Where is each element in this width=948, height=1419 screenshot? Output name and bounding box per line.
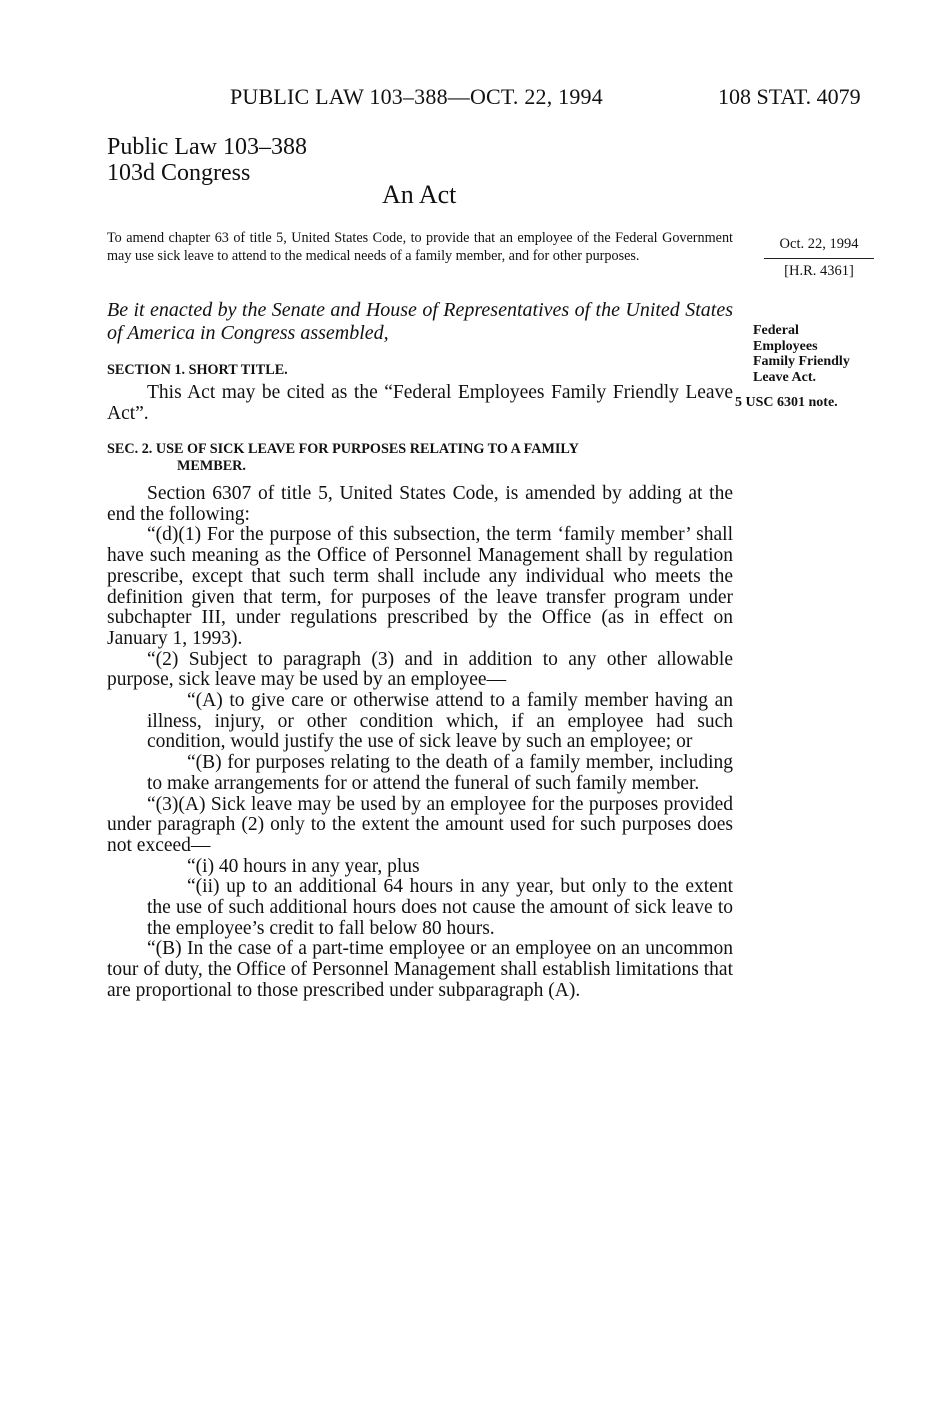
subparagraph: “(B) for purposes relating to the death of a family member, including to make arrangements for or attend the funeral of such family member. (147, 752, 733, 794)
margin-note-line: Federal (753, 323, 799, 338)
section-1-text: This Act may be cited as the “Federal Employees Family Friendly Leave Act”. (107, 382, 733, 424)
paragraph: Section 6307 of title 5, United States Code, is amended by adding at the end the following: (107, 483, 733, 525)
running-head: PUBLIC LAW 103–388—OCT. 22, 1994 (230, 84, 603, 109)
paragraph: “(d)(1) For the purpose of this subsection, the term ‘family member’ shall have such meaning as the Office of Personnel Management shall by regulation prescribe, except that such term shall include any individual who meets the definition given that term, for purposes of the leave transfer program under subchapter III, under regulations prescribed by the Office (as in effect on January 1, 1993). (107, 524, 733, 649)
purpose-clause: To amend chapter 63 of title 5, United States Code, to provide that an employee of the Federal Government may use sick leave to attend to the medical needs of a family member, and for other purposes. (107, 230, 733, 264)
margin-date-block (764, 236, 874, 280)
public-law-heading (107, 134, 307, 186)
section-1-heading: SECTION 1. SHORT TITLE. (107, 362, 288, 378)
paragraph: “(2) Subject to paragraph (3) and in addition to any other allowable purpose, sick leave may be used by an employee— (107, 648, 733, 691)
public-law-number: Public Law 103–388 (107, 134, 307, 160)
enactment-date: Oct. 22, 1994 (764, 236, 874, 259)
section-2-heading-line: MEMBER. (177, 458, 246, 474)
margin-short-title-note (753, 323, 923, 385)
paragraph: “(3)(A) Sick leave may be used by an employee for the purposes provided under paragraph (2) only to the extent the amount used for such purposes does not exceed— (107, 793, 733, 856)
section-2-heading (107, 441, 737, 475)
margin-note-line: Family Friendly (753, 354, 850, 369)
paragraph: “(B) In the case of a part-time employee or an employee on an uncommon tour of duty, the Office of Personnel Management shall establish limitations that are proportional to those prescribed under subparagraph (A). (107, 938, 733, 1001)
margin-note-line: Employees (753, 338, 818, 354)
clause: “(ii) up to an additional 64 hours in any year, but only to the extent the use of such additional hours does not cause the amount of sick leave to the employee’s credit to fall below 80 hours. (147, 876, 733, 939)
bill-number: [H.R. 4361] (784, 263, 854, 279)
subparagraph: “(A) to give care or otherwise attend to a family member having an illness, injury, or other condition which, if an employee had such condition, would justify the use of sick leave by such an employee; or (147, 690, 733, 753)
margin-usc-note: 5 USC 6301 note. (735, 395, 838, 410)
enacting-clause: Be it enacted by the Senate and House of Representatives of the United States of America in Congress assembled, (107, 299, 733, 344)
section-2-heading-line: SEC. 2. USE OF SICK LEAVE FOR PURPOSES RELATING TO A FAMILY (107, 441, 579, 457)
statute-reference: 108 STAT. 4079 (718, 84, 861, 109)
section-2-body (107, 484, 733, 1002)
act-title: An Act (382, 180, 457, 209)
margin-note-line: Leave Act. (753, 369, 816, 385)
section-1-body (107, 383, 733, 424)
clause: “(i) 40 hours in any year, plus (187, 855, 420, 877)
congress-number: 103d Congress (107, 160, 251, 186)
